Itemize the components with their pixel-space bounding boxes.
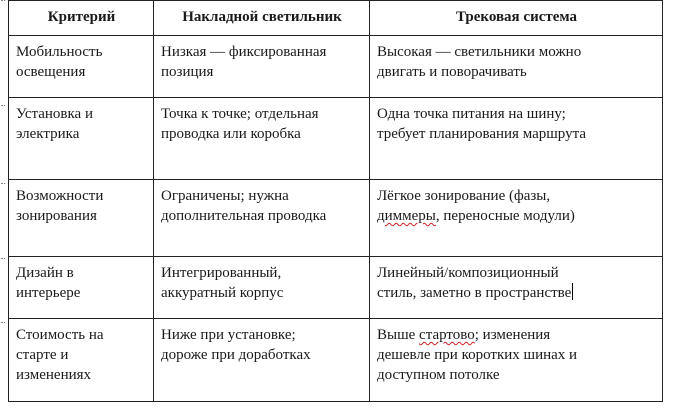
header-surface-light[interactable]: Накладной светильник [154, 1, 370, 36]
row-resize-handle[interactable] [1, 258, 5, 260]
table-row [9, 98, 663, 180]
track-text-part: Лёгкое зонирование (фазы, [377, 188, 551, 204]
surface-light-cell[interactable]: Точка к точке; отдельная проводка или коробка [154, 98, 370, 180]
table-row [9, 180, 663, 257]
surface-light-cell[interactable]: Низкая — фиксированная позиция [154, 36, 370, 98]
comparison-table-container [8, 0, 663, 402]
surface-light-cell[interactable]: Интегрированный, аккуратный корпус [154, 257, 370, 319]
text-cursor [572, 283, 573, 300]
track-system-cell[interactable]: Одна точка питания на шину; требует планирования маршрута [370, 98, 663, 180]
track-text-part: Выше [377, 327, 420, 343]
table-row [9, 257, 663, 319]
row-resize-handle[interactable] [1, 0, 5, 2]
criterion-cell[interactable]: Мобильность освещения [9, 36, 154, 98]
track-text-part: Линейный/композиционный стиль, заметно в пространстве [377, 265, 572, 301]
criterion-cell[interactable]: Возможности зонирования [9, 180, 154, 257]
header-criterion[interactable]: Критерий [9, 1, 154, 36]
table-row [9, 319, 663, 402]
track-text-part: ; изменения дешевле при коротких шинах и доступном потолке [377, 327, 578, 383]
track-system-cell[interactable] [370, 319, 663, 402]
track-text-part: , переносные модули) [435, 208, 575, 224]
criterion-cell[interactable]: Дизайн в интерьере [9, 257, 154, 319]
criterion-cell[interactable]: Установка и электрика [9, 98, 154, 180]
row-resize-handle[interactable] [1, 322, 5, 324]
surface-light-cell[interactable]: Ограничены; нужна дополнительная проводка [154, 180, 370, 257]
row-resize-handle[interactable] [1, 183, 5, 185]
table-row [9, 36, 663, 98]
track-system-cell[interactable] [370, 180, 663, 257]
misspelled-word[interactable]: стартово [419, 327, 475, 343]
comparison-table [8, 0, 663, 402]
row-resize-handle[interactable] [1, 105, 5, 107]
table-header-row [9, 1, 663, 36]
misspelled-word[interactable]: диммеры [377, 208, 436, 224]
surface-light-cell[interactable]: Ниже при установке; дороже при доработках [154, 319, 370, 402]
track-system-cell[interactable] [370, 257, 663, 319]
criterion-cell[interactable]: Стоимость на старте и изменениях [9, 319, 154, 402]
header-track-system[interactable]: Трековая система [370, 1, 663, 36]
track-system-cell[interactable]: Высокая — светильники можно двигать и поворачивать [370, 36, 663, 98]
